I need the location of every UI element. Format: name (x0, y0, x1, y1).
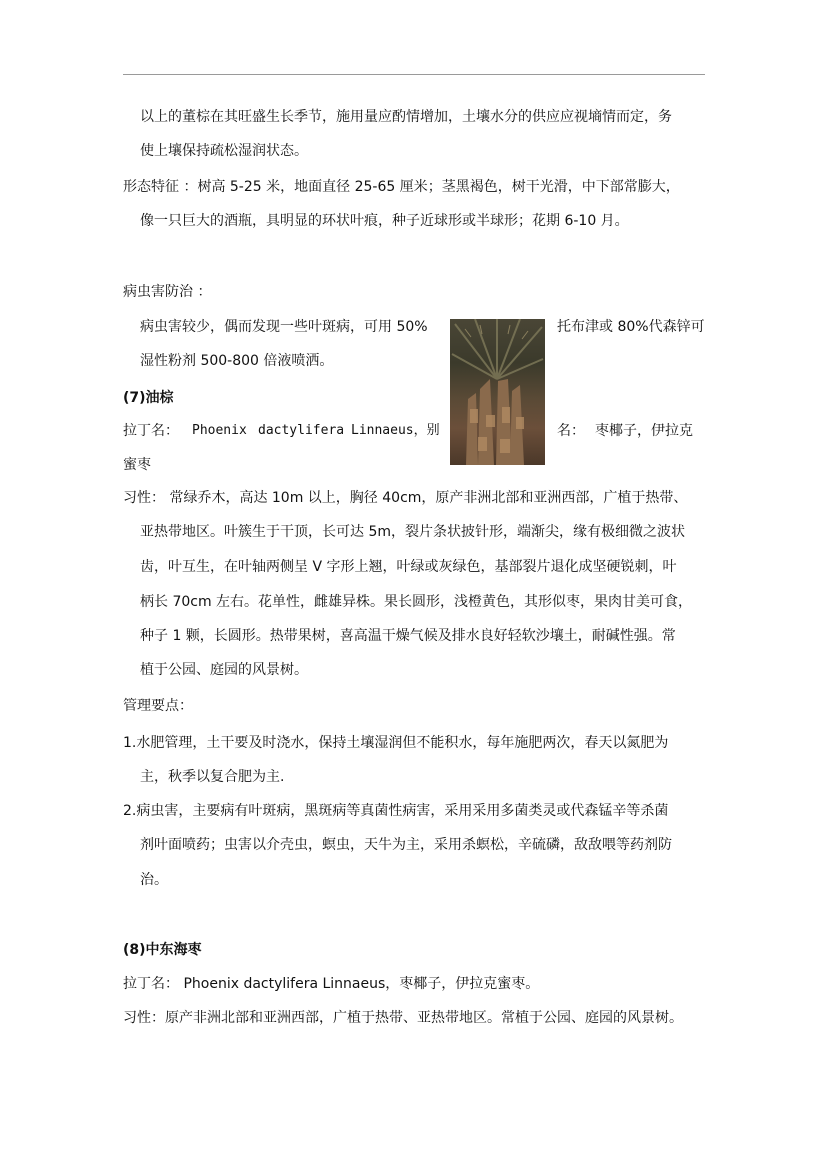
section-heading-7: (7)油棕 (123, 390, 174, 406)
palm-trunk-photo (450, 319, 545, 465)
habit-line: 植于公园、庭园的风景树。 (140, 662, 308, 678)
pest-control-line: 托布津或 80%代森锌可 (557, 319, 705, 335)
latin-author: Linnaeus，别 (351, 423, 440, 438)
management-item: 治。 (140, 872, 168, 888)
paragraph-line: 使上壤保持疏松湿润状态。 (140, 143, 308, 159)
habit-line: 习性：原产非洲北部和亚洲西部，广植于热带、亚热带地区。常植于公园、庭园的风景树。 (123, 1010, 683, 1026)
paragraph-line: 以上的董棕在其旺盛生长季节，施用量应酌情增加，土壤水分的供应应视墒情而定，务 (140, 109, 672, 125)
palm-photo-illustration (450, 319, 545, 465)
pest-control-line: 病虫害较少，偶而发现一些叶斑病，可用 50% (140, 319, 428, 335)
alias-value: 枣椰子，伊拉克 (595, 423, 693, 439)
habit-line: 亚热带地区。叶簇生于干顶，长可达 5m，裂片条状披针形，端渐尖，缘有极细微之波状 (140, 524, 685, 540)
latin-name-label: 拉丁名： (123, 423, 179, 439)
latin-genus: Phoenix (192, 423, 247, 438)
pest-control-line: 湿性粉剂 500-800 倍液喷洒。 (140, 353, 334, 369)
management-item: 1.水肥管理，土干要及时浇水，保持土壤湿润但不能积水，每年施肥两次，春天以氮肥为 (123, 735, 669, 751)
section-heading-8: (8)中东海枣 (123, 942, 202, 958)
habit-line: 柄长 70cm 左右。花单性，雌雄异株。果长圆形，浅橙黄色，其形似枣，果肉甘美可食， (140, 594, 693, 610)
pest-control-heading: 病虫害防治 ： (123, 284, 212, 300)
habit-line: 种子 1 颗，长圆形。热带果树，喜高温干燥气候及排水良好轻软沙壤土，耐碱性强。常 (140, 628, 676, 644)
header-rule (123, 74, 705, 75)
morphology-line: 像一只巨大的酒瓶，具明显的环状叶痕，种子近球形或半球形；花期 6-10 月。 (140, 213, 629, 229)
alias-label: 名： (557, 423, 585, 439)
habit-line: 习性： 常绿乔木，高达 10m 以上，胸径 40cm，原产非洲北部和亚洲西部，广植于热带、 (123, 490, 688, 506)
latin-name-line: 拉丁名： Phoenix dactylifera Linnaeus，枣椰子，伊拉克蜜枣。 (123, 976, 540, 992)
morphology-line: 形态特征 ：树高 5-25 米，地面直径 25-65 厘米；茎黑褐色，树干光滑，中下部常膨大， (123, 179, 680, 195)
management-heading: 管理要点： (123, 698, 193, 714)
alias-value-cont: 蜜枣 (123, 457, 151, 473)
latin-species: dactylifera (258, 423, 345, 438)
management-item: 剂叶面喷药；虫害以介壳虫，螟虫，天牛为主，采用杀螟松，辛硫磷，敌敌喂等药剂防 (140, 837, 672, 853)
management-item: 主，秋季以复合肥为主. (140, 769, 285, 785)
management-item: 2.病虫害，主要病有叶斑病，黑斑病等真菌性病害，采用采用多菌类灵或代森锰辛等杀菌 (123, 803, 669, 819)
habit-line: 齿，叶互生，在叶轴两侧呈 V 字形上翘，叶绿或灰绿色，基部裂片退化成坚硬锐刺，叶 (140, 559, 677, 575)
